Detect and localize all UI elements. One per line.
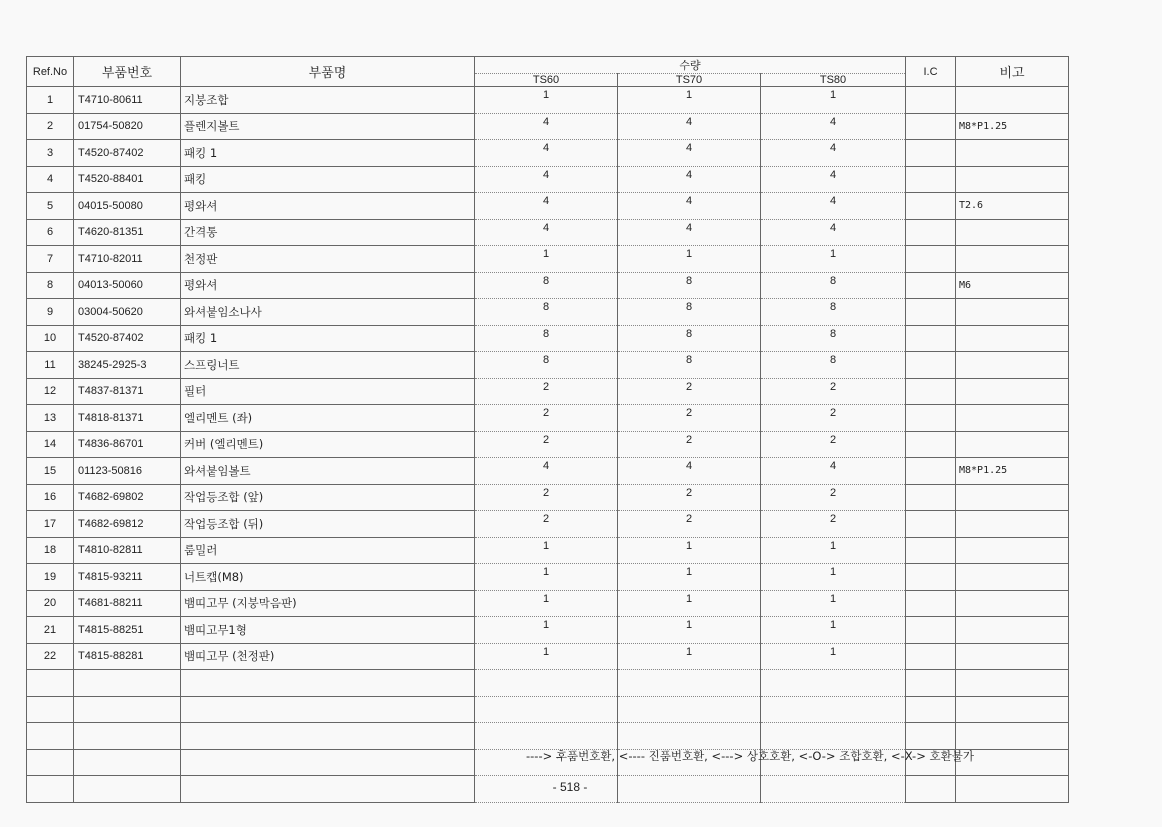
ic-cell <box>906 219 956 246</box>
qty-ts80-cell: 8 <box>761 325 906 352</box>
ic-cell <box>906 431 956 458</box>
qty-ts70-cell: 8 <box>618 299 761 326</box>
part-name-cell: 와셔붙임볼트 <box>181 458 475 485</box>
interchangeability-legend: ----> 후품번호환, <---- 진품번호환, <---> 상호호환, <-O-> 조합호환, <-X-> 호환불가 <box>526 749 974 763</box>
qty-ts80-cell <box>761 670 906 697</box>
qty-ts70-cell: 1 <box>618 643 761 670</box>
ic-cell <box>906 87 956 114</box>
remarks-cell <box>956 484 1069 511</box>
part-number-cell: T4682-69802 <box>74 484 181 511</box>
remarks-cell <box>956 431 1069 458</box>
part-number-cell <box>74 723 181 750</box>
header-ic: I.C <box>906 57 956 87</box>
ic-cell <box>906 643 956 670</box>
ref-no-cell: 19 <box>27 564 74 591</box>
empty-table-row <box>27 696 1069 723</box>
part-number-cell: T4818-81371 <box>74 405 181 432</box>
ref-no-cell: 14 <box>27 431 74 458</box>
empty-table-row <box>27 723 1069 750</box>
part-number-cell: T4810-82811 <box>74 537 181 564</box>
table-row <box>27 405 1069 432</box>
ref-no-cell <box>27 723 74 750</box>
table-row <box>27 458 1069 485</box>
part-name-cell: 와셔붙임소나사 <box>181 299 475 326</box>
qty-ts70-cell: 4 <box>618 166 761 193</box>
qty-ts60-cell: 8 <box>475 299 618 326</box>
qty-ts70-cell: 2 <box>618 431 761 458</box>
part-name-cell: 간격통 <box>181 219 475 246</box>
part-number-cell: T4520-88401 <box>74 166 181 193</box>
part-number-cell: T4620-81351 <box>74 219 181 246</box>
ref-no-cell: 21 <box>27 617 74 644</box>
table-row <box>27 643 1069 670</box>
qty-ts60-cell: 2 <box>475 405 618 432</box>
qty-ts80-cell <box>761 696 906 723</box>
qty-ts60-cell: 2 <box>475 511 618 538</box>
remarks-cell <box>956 87 1069 114</box>
remarks-cell: M6 <box>956 272 1069 299</box>
table-row <box>27 484 1069 511</box>
remarks-cell <box>956 643 1069 670</box>
qty-ts80-cell: 4 <box>761 113 906 140</box>
qty-ts70-cell: 8 <box>618 325 761 352</box>
table-row <box>27 325 1069 352</box>
remarks-cell <box>956 405 1069 432</box>
qty-ts60-cell: 1 <box>475 590 618 617</box>
ref-no-cell <box>27 776 74 803</box>
part-number-cell: T4710-82011 <box>74 246 181 273</box>
part-number-cell: T4837-81371 <box>74 378 181 405</box>
ic-cell <box>906 458 956 485</box>
ref-no-cell: 12 <box>27 378 74 405</box>
ic-cell <box>906 564 956 591</box>
part-number-cell: 03004-50620 <box>74 299 181 326</box>
header-quantity: 수량 <box>475 57 906 74</box>
qty-ts70-cell: 2 <box>618 511 761 538</box>
remarks-cell <box>956 166 1069 193</box>
part-name-cell <box>181 749 475 776</box>
part-number-cell: T4836-86701 <box>74 431 181 458</box>
qty-ts70-cell: 1 <box>618 564 761 591</box>
remarks-cell <box>956 378 1069 405</box>
part-number-cell: T4681-88211 <box>74 590 181 617</box>
part-name-cell: 너트캡(M8) <box>181 564 475 591</box>
qty-ts80-cell: 8 <box>761 272 906 299</box>
qty-ts60-cell: 8 <box>475 272 618 299</box>
ic-cell <box>906 193 956 220</box>
qty-ts60-cell: 1 <box>475 643 618 670</box>
header-model-ts80: TS80 <box>761 74 906 87</box>
qty-ts80-cell: 2 <box>761 431 906 458</box>
qty-ts80-cell: 4 <box>761 458 906 485</box>
qty-ts60-cell: 8 <box>475 325 618 352</box>
part-name-cell <box>181 696 475 723</box>
part-number-cell: T4815-93211 <box>74 564 181 591</box>
ref-no-cell: 6 <box>27 219 74 246</box>
header-remarks: 비고 <box>956 57 1069 87</box>
part-name-cell: 패킹 1 <box>181 325 475 352</box>
ic-cell <box>906 378 956 405</box>
qty-ts80-cell: 4 <box>761 166 906 193</box>
ic-cell <box>906 511 956 538</box>
table-row <box>27 299 1069 326</box>
qty-ts70-cell: 4 <box>618 193 761 220</box>
part-name-cell <box>181 723 475 750</box>
part-name-cell: 플렌지볼트 <box>181 113 475 140</box>
ref-no-cell: 3 <box>27 140 74 167</box>
qty-ts70-cell: 1 <box>618 246 761 273</box>
ref-no-cell: 13 <box>27 405 74 432</box>
ref-no-cell: 18 <box>27 537 74 564</box>
qty-ts60-cell: 4 <box>475 140 618 167</box>
qty-ts80-cell: 2 <box>761 484 906 511</box>
ic-cell <box>906 246 956 273</box>
header-part-name: 부품명 <box>181 57 475 87</box>
qty-ts80-cell: 2 <box>761 405 906 432</box>
remarks-cell: M8*P1.25 <box>956 458 1069 485</box>
ic-cell <box>906 166 956 193</box>
remarks-cell <box>956 696 1069 723</box>
ref-no-cell: 17 <box>27 511 74 538</box>
qty-ts80-cell: 1 <box>761 564 906 591</box>
qty-ts60-cell: 4 <box>475 458 618 485</box>
remarks-cell <box>956 590 1069 617</box>
ref-no-cell: 4 <box>27 166 74 193</box>
table-row <box>27 272 1069 299</box>
qty-ts70-cell: 1 <box>618 537 761 564</box>
qty-ts70-cell: 2 <box>618 378 761 405</box>
ref-no-cell: 15 <box>27 458 74 485</box>
part-name-cell: 작업등조합 (앞) <box>181 484 475 511</box>
table-row <box>27 87 1069 114</box>
part-number-cell: 01754-50820 <box>74 113 181 140</box>
table-row <box>27 140 1069 167</box>
qty-ts80-cell: 2 <box>761 511 906 538</box>
qty-ts60-cell: 1 <box>475 246 618 273</box>
remarks-cell <box>956 299 1069 326</box>
part-name-cell <box>181 776 475 803</box>
qty-ts80-cell: 4 <box>761 219 906 246</box>
part-name-cell: 룸밀러 <box>181 537 475 564</box>
table-header-row <box>27 57 1069 74</box>
part-number-cell: 04013-50060 <box>74 272 181 299</box>
qty-ts70-cell: 2 <box>618 484 761 511</box>
table-row <box>27 590 1069 617</box>
ic-cell <box>906 352 956 379</box>
remarks-cell <box>956 723 1069 750</box>
ref-no-cell: 8 <box>27 272 74 299</box>
table-row <box>27 511 1069 538</box>
part-name-cell: 엘리멘트 (좌) <box>181 405 475 432</box>
ic-cell <box>906 670 956 697</box>
qty-ts80-cell <box>761 723 906 750</box>
part-number-cell: T4520-87402 <box>74 325 181 352</box>
ic-cell <box>906 590 956 617</box>
qty-ts80-cell <box>761 776 906 803</box>
part-number-cell <box>74 696 181 723</box>
qty-ts70-cell: 1 <box>618 590 761 617</box>
qty-ts80-cell: 8 <box>761 352 906 379</box>
table-row <box>27 113 1069 140</box>
part-number-cell: T4682-69812 <box>74 511 181 538</box>
empty-table-row <box>27 670 1069 697</box>
qty-ts60-cell: 2 <box>475 378 618 405</box>
remarks-cell: M8*P1.25 <box>956 113 1069 140</box>
remarks-cell <box>956 670 1069 697</box>
qty-ts60-cell: 8 <box>475 352 618 379</box>
qty-ts70-cell: 4 <box>618 458 761 485</box>
ic-cell <box>906 113 956 140</box>
qty-ts60-cell <box>475 670 618 697</box>
ref-no-cell: 20 <box>27 590 74 617</box>
table-row <box>27 378 1069 405</box>
part-number-cell: T4815-88251 <box>74 617 181 644</box>
qty-ts70-cell: 1 <box>618 87 761 114</box>
qty-ts80-cell: 4 <box>761 140 906 167</box>
part-name-cell: 필터 <box>181 378 475 405</box>
page-number: - 518 - <box>552 780 588 794</box>
qty-ts70-cell: 1 <box>618 617 761 644</box>
part-number-cell: 38245-2925-3 <box>74 352 181 379</box>
part-number-cell: T4520-87402 <box>74 140 181 167</box>
ic-cell <box>906 776 956 803</box>
part-number-cell: T4815-88281 <box>74 643 181 670</box>
remarks-cell <box>956 564 1069 591</box>
ref-no-cell: 2 <box>27 113 74 140</box>
table-row <box>27 617 1069 644</box>
ref-no-cell: 1 <box>27 87 74 114</box>
qty-ts70-cell: 2 <box>618 405 761 432</box>
ref-no-cell: 16 <box>27 484 74 511</box>
ic-cell <box>906 325 956 352</box>
part-name-cell: 패킹 1 <box>181 140 475 167</box>
remarks-cell <box>956 537 1069 564</box>
table-row <box>27 564 1069 591</box>
ic-cell <box>906 299 956 326</box>
ic-cell <box>906 272 956 299</box>
table-row <box>27 431 1069 458</box>
table-row <box>27 537 1069 564</box>
part-name-cell: 평와셔 <box>181 193 475 220</box>
part-number-cell: 04015-50080 <box>74 193 181 220</box>
part-name-cell: 패킹 <box>181 166 475 193</box>
table-row <box>27 246 1069 273</box>
qty-ts80-cell: 8 <box>761 299 906 326</box>
qty-ts60-cell: 1 <box>475 564 618 591</box>
qty-ts60-cell: 1 <box>475 617 618 644</box>
part-name-cell: 평와셔 <box>181 272 475 299</box>
qty-ts60-cell: 4 <box>475 219 618 246</box>
ic-cell <box>906 696 956 723</box>
ic-cell <box>906 140 956 167</box>
qty-ts80-cell: 2 <box>761 378 906 405</box>
ic-cell <box>906 484 956 511</box>
parts-table-body <box>27 87 1069 803</box>
part-name-cell: 뱀띠고무 (지붕막음판) <box>181 590 475 617</box>
remarks-cell <box>956 511 1069 538</box>
part-name-cell: 뱀띠고무1형 <box>181 617 475 644</box>
qty-ts80-cell: 1 <box>761 246 906 273</box>
part-name-cell: 스프링너트 <box>181 352 475 379</box>
qty-ts80-cell: 1 <box>761 617 906 644</box>
header-model-ts70: TS70 <box>618 74 761 87</box>
ref-no-cell: 10 <box>27 325 74 352</box>
qty-ts70-cell: 8 <box>618 352 761 379</box>
part-name-cell: 작업등조합 (뒤) <box>181 511 475 538</box>
ref-no-cell <box>27 696 74 723</box>
ref-no-cell <box>27 670 74 697</box>
remarks-cell <box>956 325 1069 352</box>
header-model-ts60: TS60 <box>475 74 618 87</box>
remarks-cell <box>956 617 1069 644</box>
remarks-cell: T2.6 <box>956 193 1069 220</box>
part-number-cell <box>74 776 181 803</box>
qty-ts60-cell <box>475 723 618 750</box>
qty-ts70-cell <box>618 670 761 697</box>
qty-ts70-cell: 8 <box>618 272 761 299</box>
qty-ts60-cell: 2 <box>475 484 618 511</box>
qty-ts80-cell: 4 <box>761 193 906 220</box>
qty-ts60-cell: 4 <box>475 166 618 193</box>
qty-ts80-cell: 1 <box>761 537 906 564</box>
ic-cell <box>906 617 956 644</box>
qty-ts70-cell: 4 <box>618 219 761 246</box>
ref-no-cell: 9 <box>27 299 74 326</box>
header-part-number: 부품번호 <box>74 57 181 87</box>
part-name-cell: 뱀띠고무 (천정판) <box>181 643 475 670</box>
ic-cell <box>906 537 956 564</box>
header-ref-no: Ref.No <box>27 57 74 87</box>
qty-ts70-cell <box>618 696 761 723</box>
remarks-cell <box>956 219 1069 246</box>
qty-ts70-cell <box>618 776 761 803</box>
qty-ts80-cell: 1 <box>761 590 906 617</box>
part-number-cell: 01123-50816 <box>74 458 181 485</box>
qty-ts80-cell: 1 <box>761 643 906 670</box>
qty-ts60-cell: 4 <box>475 113 618 140</box>
qty-ts80-cell: 1 <box>761 87 906 114</box>
ref-no-cell: 22 <box>27 643 74 670</box>
part-number-cell <box>74 749 181 776</box>
part-number-cell <box>74 670 181 697</box>
part-name-cell: 천정판 <box>181 246 475 273</box>
ref-no-cell: 7 <box>27 246 74 273</box>
part-name-cell: 지붕조합 <box>181 87 475 114</box>
part-name-cell <box>181 670 475 697</box>
qty-ts70-cell: 4 <box>618 140 761 167</box>
remarks-cell <box>956 140 1069 167</box>
remarks-cell <box>956 246 1069 273</box>
ic-cell <box>906 405 956 432</box>
table-row <box>27 352 1069 379</box>
qty-ts60-cell: 4 <box>475 193 618 220</box>
ic-cell <box>906 723 956 750</box>
qty-ts60-cell <box>475 696 618 723</box>
qty-ts60-cell: 1 <box>475 537 618 564</box>
remarks-cell <box>956 352 1069 379</box>
qty-ts70-cell: 4 <box>618 113 761 140</box>
table-row <box>27 166 1069 193</box>
table-row <box>27 219 1069 246</box>
ref-no-cell: 11 <box>27 352 74 379</box>
remarks-cell <box>956 776 1069 803</box>
qty-ts70-cell <box>618 723 761 750</box>
part-number-cell: T4710-80611 <box>74 87 181 114</box>
part-name-cell: 커버 (엘리멘트) <box>181 431 475 458</box>
table-row <box>27 193 1069 220</box>
qty-ts60-cell: 2 <box>475 431 618 458</box>
parts-table <box>26 56 1069 803</box>
ref-no-cell <box>27 749 74 776</box>
ref-no-cell: 5 <box>27 193 74 220</box>
qty-ts60-cell: 1 <box>475 87 618 114</box>
